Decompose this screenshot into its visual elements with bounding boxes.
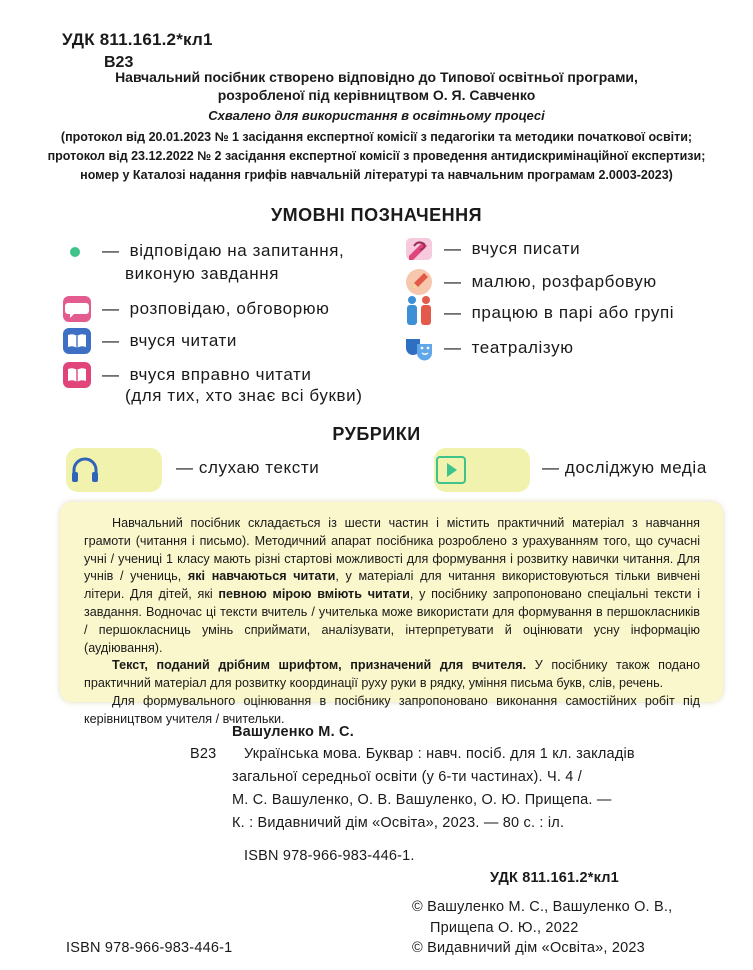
legend-label: вчуся читати — [129, 331, 237, 350]
legend-dash: — — [102, 365, 120, 384]
legend-label: розповідаю, обговорюю — [129, 299, 330, 318]
legend-item-write — [404, 234, 580, 264]
biblio-isbn: ISBN 978-966-983-446-1. — [244, 848, 415, 864]
legend-label: малюю, розфарбовую — [471, 272, 657, 291]
legend-label: вчуся писати — [471, 239, 581, 258]
legend-item-pair — [404, 298, 674, 328]
rubrics-title: РУБРИКИ — [332, 424, 421, 444]
udk-code: УДК 811.161.2*кл1 — [62, 30, 213, 49]
rubric-media-box — [434, 448, 530, 492]
legend-dash: — — [444, 303, 462, 322]
legend-label-cont: (для тих, хто знає всі букви) — [125, 386, 363, 405]
info-emphasis: Текст, поданий дрібним шрифтом, призначений для вчителя. — [112, 658, 527, 673]
info-emphasis: які навчаються читати — [187, 569, 336, 584]
footer-isbn: ISBN 978-966-983-446-1 — [66, 940, 233, 956]
info-paragraph-1: Навчальний посібник складається із шести частин і містить практичний матеріал з навчання грамоти (читання і письмо). Методичний апарат посібника розроблено з урахуванням того, що сучасні учні / учениці 1 класу мають різні стартові можливості для формування і розвитку навички читання. Для учнів / учениць, які навчаються читати, у матеріалі для читання використовуються тільки вивчені літери. Для дітей, які певною мірою вміють читати, у посібнику запропоновано спеціальні тексти і завдання. Водночас ці тексти вчитель / учителька може використати для формування в першокласників / першокласниць умінь сприймати, аналізувати, інтерпретувати й оцінювати усну інформацію (аудіювання). — [84, 516, 701, 655]
info-text — [84, 515, 700, 729]
biblio-author: Вашуленко М. С. — [232, 724, 354, 740]
play-media-icon — [436, 456, 466, 489]
info-emphasis: певною мірою вміють читати — [218, 587, 410, 602]
legend-dash: — — [102, 299, 120, 318]
legend-item-discuss — [62, 294, 329, 324]
green-dot-icon — [62, 236, 92, 266]
copyright-publisher: © Видавничий дім «Освіта», 2023 — [412, 940, 645, 956]
info-paragraph-2: Текст, поданий дрібним шрифтом, призначений для вчителя. У посібнику також подано практичний матеріал для розвитку координації руху руки в рядку, уміння письма букв, слів, речень. — [84, 658, 700, 691]
legend-dash: — — [102, 331, 120, 350]
headphones-icon — [70, 456, 100, 489]
biblio-code: В23 — [190, 746, 217, 762]
legend-item-draw — [404, 267, 657, 297]
theatre-masks-icon — [404, 333, 434, 363]
intro-text — [0, 68, 753, 104]
intro-line-2: розробленої під керівництвом О. Я. Савченко — [217, 87, 536, 103]
protocol-line-3: номер у Каталозі надання грифів навчальній літературі та навчальним програмам 2.0003-2023) — [80, 168, 673, 182]
legend-title: УМОВНІ ПОЗНАЧЕННЯ — [270, 205, 483, 225]
legend-dash: — — [444, 239, 462, 258]
biblio-line-3: М. С. Вашуленко, О. В. Вашуленко, О. Ю. Прищепа. — — [232, 792, 612, 808]
legend-dash: — — [444, 272, 462, 291]
biblio-line-1: Українська мова. Буквар : навч. посіб. для 1 кл. закладів — [244, 746, 635, 762]
biblio-line-4: К. : Видавничий дім «Освіта», 2023. — 80 с. : іл. — [232, 815, 565, 831]
protocol-note — [0, 128, 753, 185]
legend-label: вчуся вправно читати — [129, 365, 312, 384]
copyright-authors: © Вашуленко М. С., Вашуленко О. В., — [412, 899, 673, 915]
legend-item-theatre — [404, 333, 574, 363]
approval-note: Схвалено для використання в освітньому процесі — [208, 108, 545, 123]
legend-label-cont: виконую завдання — [125, 264, 280, 283]
legend-label: відповідаю на запитання, — [129, 241, 345, 260]
rubric-media-label: — досліджую медіа — [542, 458, 707, 477]
intro-line-1: Навчальний посібник створено відповідно до Типової освітньої програми, — [115, 69, 638, 85]
biblio-udk: УДК 811.161.2*кл1 — [490, 870, 619, 886]
legend-label: працюю в парі або групі — [471, 303, 675, 322]
legend-label: театралізую — [471, 338, 574, 357]
legend-dash: — — [444, 338, 462, 357]
pencil-icon — [404, 267, 434, 297]
speech-bubble-icon — [62, 294, 92, 324]
info-paragraph-3: Для формувального оцінювання в посібнику запропоновано виконання самостійних робіт під керівництвом учителя / вчительки. — [84, 693, 700, 726]
writing-hand-icon — [404, 234, 434, 264]
legend-item-answer — [62, 236, 344, 266]
biblio-line-2: загальної середньої освіти (у 6-ти частинах). Ч. 4 / — [232, 769, 582, 785]
legend-item-read — [62, 326, 237, 356]
rubric-listen-label: — слухаю тексти — [176, 458, 320, 477]
book-blue-icon — [62, 326, 92, 356]
pair-people-icon — [404, 298, 434, 328]
protocol-line-1: (протокол від 20.01.2023 № 1 засідання експертної комісії з педагогіки та методики початкової освіти; — [60, 130, 693, 144]
rubric-listen-box — [66, 448, 162, 492]
catalog-code: В23 — [104, 54, 134, 71]
copyright-authors-cont: Прищепа О. Ю., 2022 — [430, 920, 579, 936]
legend-dash: — — [102, 241, 120, 260]
book-pink-icon — [62, 360, 92, 390]
protocol-line-2: протокол від 23.12.2022 № 2 засідання експертної комісії з проведення антидискримінаційної експертизи; — [47, 149, 706, 163]
